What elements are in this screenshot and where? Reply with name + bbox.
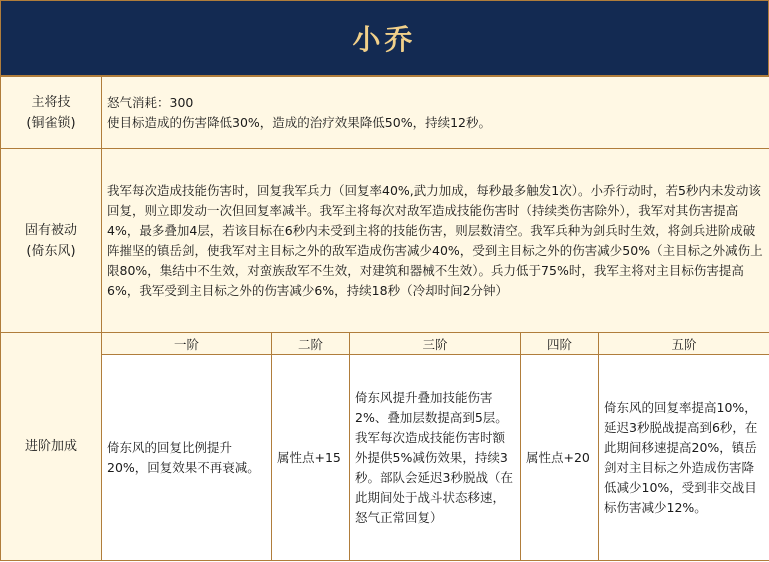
passive-skill-row [1, 149, 769, 333]
hero-name-title: 小乔 [352, 23, 417, 56]
passive-skill-label-line1: 固有被动 [24, 222, 77, 238]
active-skill-rage-cost: 怒气消耗：300 [107, 94, 194, 110]
stage-4-header: 四阶 [521, 333, 599, 355]
stage-1-content: 倚东风的回复比例提升20%，回复效果不再衰减。 [102, 355, 272, 561]
active-skill-row [1, 77, 769, 149]
skill-table [0, 76, 769, 561]
active-skill-label [1, 77, 102, 149]
active-skill-effect: 使目标造成的伤害降低30%，造成的治疗效果降低50%，持续12秒。 [107, 114, 491, 130]
active-skill-label-line2: (铜雀锁) [26, 115, 76, 131]
active-skill-description [102, 77, 769, 149]
stage-content-row [1, 355, 769, 561]
passive-skill-label-line2: (倚东风) [26, 243, 76, 259]
advancement-label: 进阶加成 [1, 333, 102, 561]
stage-2-content: 属性点+15 [272, 355, 350, 561]
stage-4-content: 属性点+20 [521, 355, 599, 561]
stage-3-header: 三阶 [350, 333, 521, 355]
stage-5-header: 五阶 [599, 333, 769, 355]
title-bar [0, 0, 769, 76]
passive-skill-description [102, 149, 769, 333]
passive-skill-text: 我军每次造成技能伤害时，回复我军兵力（回复率40%,武力加成，每秒最多触发1次）。小乔行动时，若5秒内未发动该回复，则立即发动一次但回复率减半。我军主将每次对敌军造成技能伤害时（持续类伤害除外），我军对其伤害提高4%，最多叠加4层，若该目标在6秒内未受到主将的技能伤害，则层数清空。我军兵种为剑兵时生效，将剑兵进阶成破阵摧坚的镇岳剑，使我军对主目标之外的敌军造成伤害减少40%，受到主目标之外的伤害减少50%（主目标之外减伤上限80%，集结中不生效，对蛮族敌军不生效，对建筑和器械不生效）。兵力低于75%时，我军主将对主目标伤害提高6%，我军受到主目标之外的伤害减少6%，持续18秒（冷却时间2分钟） [107, 182, 763, 298]
stage-5-content: 倚东风的回复率提高10%，延迟3秒脱战提高到6秒，在此期间移速提高20%，镇岳剑对主目标之外造成伤害降低减少10%，受到非交战目标伤害减少12%。 [599, 355, 769, 561]
passive-skill-label [1, 149, 102, 333]
stage-1-header: 一阶 [102, 333, 272, 355]
active-skill-label-line1: 主将技 [31, 94, 71, 110]
stage-header-row [1, 333, 769, 355]
stage-2-header: 二阶 [272, 333, 350, 355]
stage-3-content: 倚东风提升叠加技能伤害2%、叠加层数提高到5层。我军每次造成技能伤害时额外提供5%减伤效果，持续3秒。部队会延迟3秒脱战（在此期间处于战斗状态移速，怒气正常回复） [350, 355, 521, 561]
